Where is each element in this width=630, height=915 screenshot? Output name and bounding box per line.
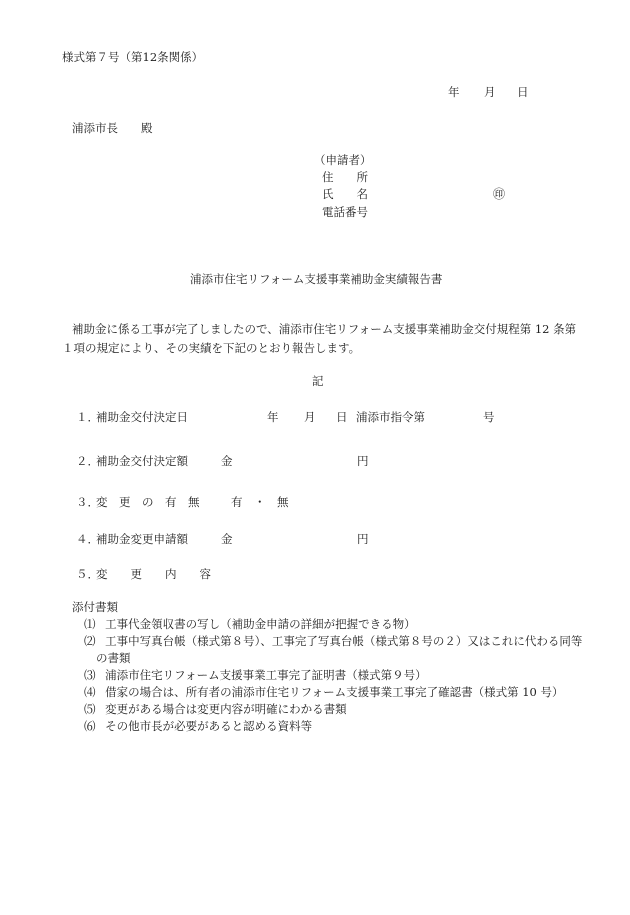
attachment-item-text: その他市長が必要があると認める資料等 bbox=[105, 719, 313, 733]
attachment-item-3 bbox=[84, 670, 427, 682]
attachment-item-2 bbox=[84, 636, 582, 648]
form-number: 様式第７号（第12条関係） bbox=[62, 50, 204, 64]
item-2-label: 補助金交付決定額 bbox=[96, 454, 188, 468]
item-3-choices: 有 ・ 無 bbox=[231, 495, 289, 509]
applicant-phone-label: 電話番号 bbox=[322, 205, 368, 219]
body-line-1: 補助金に係る工事が完了しましたので、浦添市住宅リフォーム支援事業補助金交付規程第 12 条第 bbox=[72, 322, 577, 336]
attachment-item-6 bbox=[84, 721, 312, 733]
item-3-label: 変 更 の 有 無 bbox=[96, 495, 200, 509]
applicant-name-label: 氏 名 bbox=[322, 187, 368, 201]
attachment-item-number: ⑵ bbox=[84, 634, 96, 648]
item-4-kin: 金 bbox=[221, 532, 233, 546]
item-4-number: ４． bbox=[76, 532, 99, 546]
seal-mark: ㊞ bbox=[493, 187, 506, 201]
item-1-label: 補助金交付決定日 bbox=[96, 410, 188, 424]
attachment-item-5 bbox=[84, 704, 347, 716]
item-3-number: ３． bbox=[76, 495, 99, 509]
date-year-label: 年 bbox=[448, 85, 460, 99]
attachment-item-number: ⑸ bbox=[84, 702, 96, 716]
item-1-go: 号 bbox=[483, 410, 495, 424]
item-1-month: 月 bbox=[304, 410, 316, 424]
attachment-item-1 bbox=[84, 619, 416, 631]
item-4-label: 補助金変更申請額 bbox=[96, 532, 188, 546]
attachment-item-number: ⑷ bbox=[84, 685, 96, 699]
applicant-address-label: 住 所 bbox=[322, 170, 368, 184]
attachment-item-number: ⑹ bbox=[84, 719, 96, 733]
item-1-year: 年 bbox=[267, 410, 279, 424]
date-month-label: 月 bbox=[484, 85, 496, 99]
addressee-honorific: 殿 bbox=[141, 121, 153, 135]
attachment-item-text: 浦添市住宅リフォーム支援事業工事完了証明書（様式第９号） bbox=[105, 668, 427, 682]
item-5-label: 変 更 内 容 bbox=[96, 567, 211, 581]
ki-heading: 記 bbox=[312, 374, 324, 388]
attachment-item-text: 変更がある場合は変更内容が明確にわかる書類 bbox=[105, 702, 347, 716]
applicant-heading: （申請者） bbox=[314, 153, 372, 167]
attachment-item-4 bbox=[84, 687, 564, 699]
attachments-heading: 添付書類 bbox=[72, 600, 118, 614]
item-1-ref: 浦添市指令第 bbox=[356, 410, 425, 424]
attachment-item-2-continuation: の書類 bbox=[96, 651, 131, 665]
date-day-label: 日 bbox=[517, 85, 529, 99]
item-2-yen: 円 bbox=[357, 454, 369, 468]
attachment-item-text: 借家の場合は、所有者の浦添市住宅リフォーム支援事業工事完了確認書（様式第 10 号） bbox=[105, 685, 564, 699]
item-1-day: 日 bbox=[336, 410, 348, 424]
item-1-number: １． bbox=[76, 410, 99, 424]
item-5-number: ５． bbox=[76, 567, 99, 581]
body-line-2: １項の規定により、その実績を下記のとおり報告します。 bbox=[62, 341, 361, 355]
addressee-name: 浦添市長 bbox=[72, 121, 118, 135]
document-title: 浦添市住宅リフォーム支援事業補助金実績報告書 bbox=[190, 272, 443, 286]
attachment-item-number: ⑴ bbox=[84, 617, 96, 631]
attachment-item-number: ⑶ bbox=[84, 668, 96, 682]
item-2-number: ２． bbox=[76, 454, 99, 468]
attachment-item-text: 工事代金領収書の写し（補助金申請の詳細が把握できる物） bbox=[105, 617, 416, 631]
item-2-kin: 金 bbox=[221, 454, 233, 468]
attachment-item-text: 工事中写真台帳（様式第８号）、工事完了写真台帳（様式第８号の２）又はこれに代わる同等 bbox=[105, 634, 583, 648]
item-4-yen: 円 bbox=[357, 532, 369, 546]
